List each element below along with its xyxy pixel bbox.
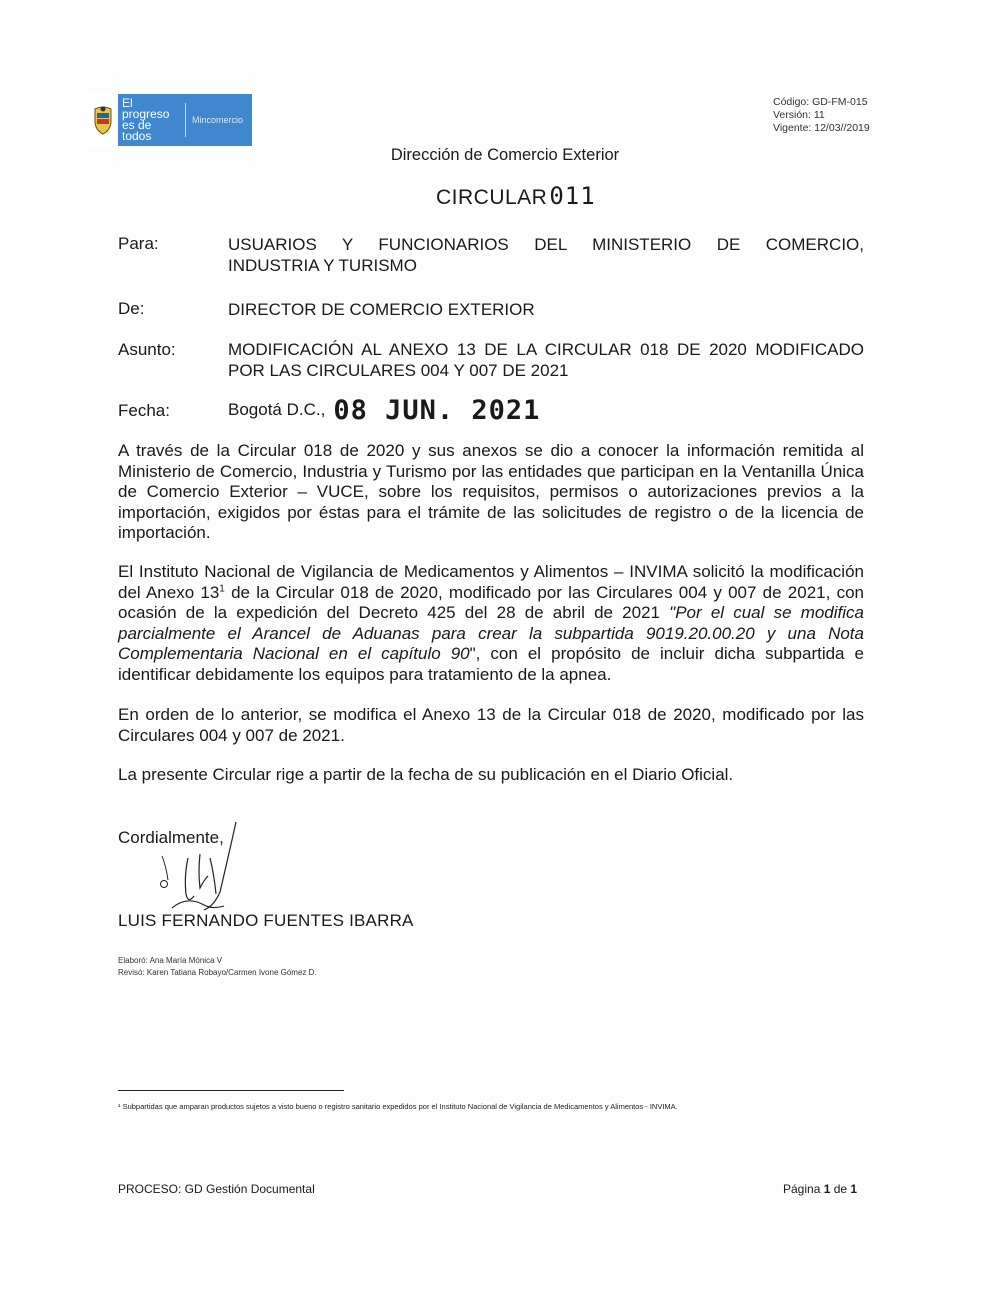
asunto-label: Asunto: bbox=[118, 340, 176, 359]
page-of: de bbox=[830, 1182, 851, 1196]
form-metadata bbox=[773, 96, 870, 135]
footer-process: PROCESO: GD Gestión Documental bbox=[118, 1182, 315, 1196]
footnote-ref: 1 bbox=[219, 582, 225, 594]
p2-text-c: ", con el propósito de incluir dicha subpartida e identificar debidamente los equipos para tratamiento de la apnea. bbox=[118, 644, 864, 684]
logo-divider bbox=[185, 103, 186, 137]
p2-text-b: de la Circular 018 de 2020, modificado por las Circulares 004 y 007 de 2021, con ocasión de la expedición del Decreto 425 del 28 de abril de 2021 bbox=[118, 582, 864, 622]
body-paragraph-2 bbox=[118, 562, 864, 685]
circular-word: CIRCULAR bbox=[436, 186, 548, 209]
logo-slogan bbox=[118, 98, 182, 142]
handwritten-signature bbox=[150, 818, 260, 918]
fecha-value bbox=[228, 395, 864, 426]
signer-name: LUIS FERNANDO FUENTES IBARRA bbox=[118, 911, 414, 930]
para-value-line2: INDUSTRIA Y TURISMO bbox=[228, 256, 417, 275]
logo-slogan-line2: es de todos bbox=[122, 118, 152, 143]
asunto-value bbox=[228, 339, 864, 381]
prepared-by: Elaboró: Ana María Mónica V bbox=[118, 956, 223, 965]
body-paragraph-1: A través de la Circular 018 de 2020 y sus anexos se dio a conocer la información remitida al Ministerio de Comercio, Industria y Turismo por las entidades que participan en la Ventanilla Única de Comercio Exterior – VUCE, sobre los requisitos, permisos o autorizaciones previos a la importación, exigidos por éstas para el trámite de las solicitudes de registro o de la licencia de importación. bbox=[118, 441, 864, 542]
logo-slogan-line1: El progreso bbox=[122, 96, 170, 121]
body-paragraph-4: La presente Circular rige a partir de la fecha de su publicación en el Diario Oficial. bbox=[118, 765, 734, 784]
date-stamp: 08 JUN. 2021 bbox=[333, 395, 541, 426]
page-current: 1 bbox=[823, 1182, 831, 1196]
logo-ministry: Mincomercio bbox=[192, 115, 244, 125]
page-label: Página bbox=[783, 1182, 824, 1196]
form-code: Código: GD-FM-015 bbox=[773, 96, 868, 108]
asunto-value-line2: POR LAS CIRCULARES 004 Y 007 DE 2021 bbox=[228, 361, 569, 380]
reviewed-by: Revisó: Karen Tatiana Robayo/Carmen Ivone Gómez D. bbox=[118, 968, 317, 977]
asunto-value-line1: MODIFICACIÓN AL ANEXO 13 DE LA CIRCULAR 018 DE 2020 MODIFICADO bbox=[228, 340, 864, 359]
para-value bbox=[228, 234, 864, 276]
para-label: Para: bbox=[118, 234, 159, 253]
fecha-place: Bogotá D.C., bbox=[228, 400, 326, 419]
circular-number: 011 bbox=[549, 182, 596, 210]
form-version: Versión: 11 bbox=[773, 109, 825, 121]
body-paragraph-3: En orden de lo anterior, se modifica el Anexo 13 de la Circular 018 de 2020, modificado por las Circulares 004 y 007 de 2021. bbox=[118, 705, 864, 745]
circular-title bbox=[436, 182, 596, 210]
form-valid-date: Vigente: 12/03//2019 bbox=[773, 122, 870, 134]
p2-text-a: El Instituto Nacional de Vigilancia de Medicamentos y Alimentos – INVIMA solicitó la modificación del Anexo 13 bbox=[118, 562, 864, 602]
footnote-divider bbox=[118, 1090, 344, 1091]
page-total: 1 bbox=[850, 1182, 858, 1196]
para-value-line1: USUARIOS Y FUNCIONARIOS DEL MINISTERIO DE COMERCIO, bbox=[228, 235, 864, 254]
decree-title: "Por el cual se modifica parcialmente el Arancel de Aduanas para crear la subpartida 9019.20.00.20 y una Nota Complementaria Nacional en el capítulo 90 bbox=[118, 603, 864, 663]
salutation: Cordialmente, bbox=[118, 828, 224, 847]
de-value: DIRECTOR DE COMERCIO EXTERIOR bbox=[228, 300, 535, 319]
footnote-text: ¹ Subpartidas que amparan productos sujetos a visto bueno o registro sanitario expedidos por el Instituto Nacional de Vigilancia de Medicamentos y Alimentos - INVIMA. bbox=[118, 1102, 678, 1111]
fecha-label: Fecha: bbox=[118, 401, 170, 420]
page-number bbox=[783, 1182, 857, 1196]
issuing-office: Dirección de Comercio Exterior bbox=[390, 146, 620, 164]
mincomercio-logo bbox=[88, 94, 252, 146]
de-label: De: bbox=[118, 299, 145, 318]
coat-of-arms-icon bbox=[88, 94, 118, 146]
logo-band bbox=[118, 94, 252, 146]
